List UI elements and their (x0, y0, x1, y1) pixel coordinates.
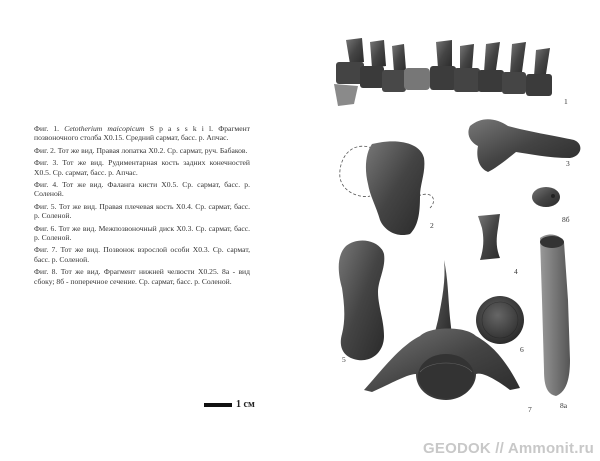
fig-number-3: 3 (566, 159, 570, 168)
caption-text: Тот же вид. Фрагмент нижней челюсти X0.25. 8а - вид сбоку; 8б - поперечное сечение. Ср. сармат, басс. р. Соленой. (34, 267, 250, 286)
caption-label: Фиг. 1. (34, 124, 60, 133)
fig-number-2: 2 (430, 221, 434, 230)
caption-label: Фиг. 7. (34, 245, 58, 255)
fig-5-humerus (339, 240, 385, 360)
caption-text: Тот же вид. Позвонок взрослой особи X0.3. Ср. сармат, басс. р. Соленой. (34, 245, 250, 264)
caption-label: Фиг. 4. (34, 180, 59, 190)
caption-text: Тот же вид. Фаланга кисти X0.5. Ср. сармат, басс. р. Соленой. (34, 180, 250, 199)
caption-label: Фиг. 8. (34, 267, 58, 277)
fig-number-1: 1 (564, 97, 568, 106)
caption-text: S p a s s k i l. Фрагмент позвоночного столба X0.15. Средний сармат, басс. р. Апчас. (34, 124, 250, 143)
fig-number-5: 5 (342, 355, 346, 364)
caption-species: Cetotherium maicopicum (64, 124, 145, 133)
fig-number-7: 7 (528, 405, 532, 414)
fig-6-intervertebral-disc (476, 296, 524, 344)
fig-4-phalanx (478, 214, 500, 260)
fig-2-scapula (340, 141, 434, 235)
fig-number-8a: 8а (560, 401, 568, 410)
fig-1-vertebral-column (334, 38, 552, 106)
fig-8b-jaw-cross-section (532, 187, 560, 207)
caption-text: Тот же вид. Рудиментарная кость задних конечностей X0.5. Ср. сармат, басс. р. Апчас. (34, 158, 250, 177)
caption-label: Фиг. 6. (34, 223, 57, 233)
caption-label: Фиг. 3. (34, 158, 59, 168)
fig-number-8b: 8б (562, 215, 570, 224)
caption-text: Тот же вид. Правая плечевая кость X0.4. Ср. сармат, басс. р. Соленой. (34, 201, 250, 221)
fig-8a-jaw-side (540, 235, 570, 396)
scale-bar-label: 1 см (236, 399, 255, 410)
watermark: GEODOK // Ammonit.ru (423, 440, 594, 457)
caption-text: Тот же вид. Правая лопатка X0.2. Ср. сармат, руч. Бабаков. (57, 145, 248, 155)
fig-number-4: 4 (514, 267, 518, 276)
caption-label: Фиг. 2. (34, 145, 56, 155)
caption-label: Фиг. 5. (34, 201, 57, 211)
caption-text: Тот же вид. Межпозвоночный диск X0.3. Ср. сармат, басс. р. Соленой. (34, 223, 250, 243)
fig-number-6: 6 (520, 345, 524, 354)
fig-3-rudimentary-bone (468, 119, 580, 172)
